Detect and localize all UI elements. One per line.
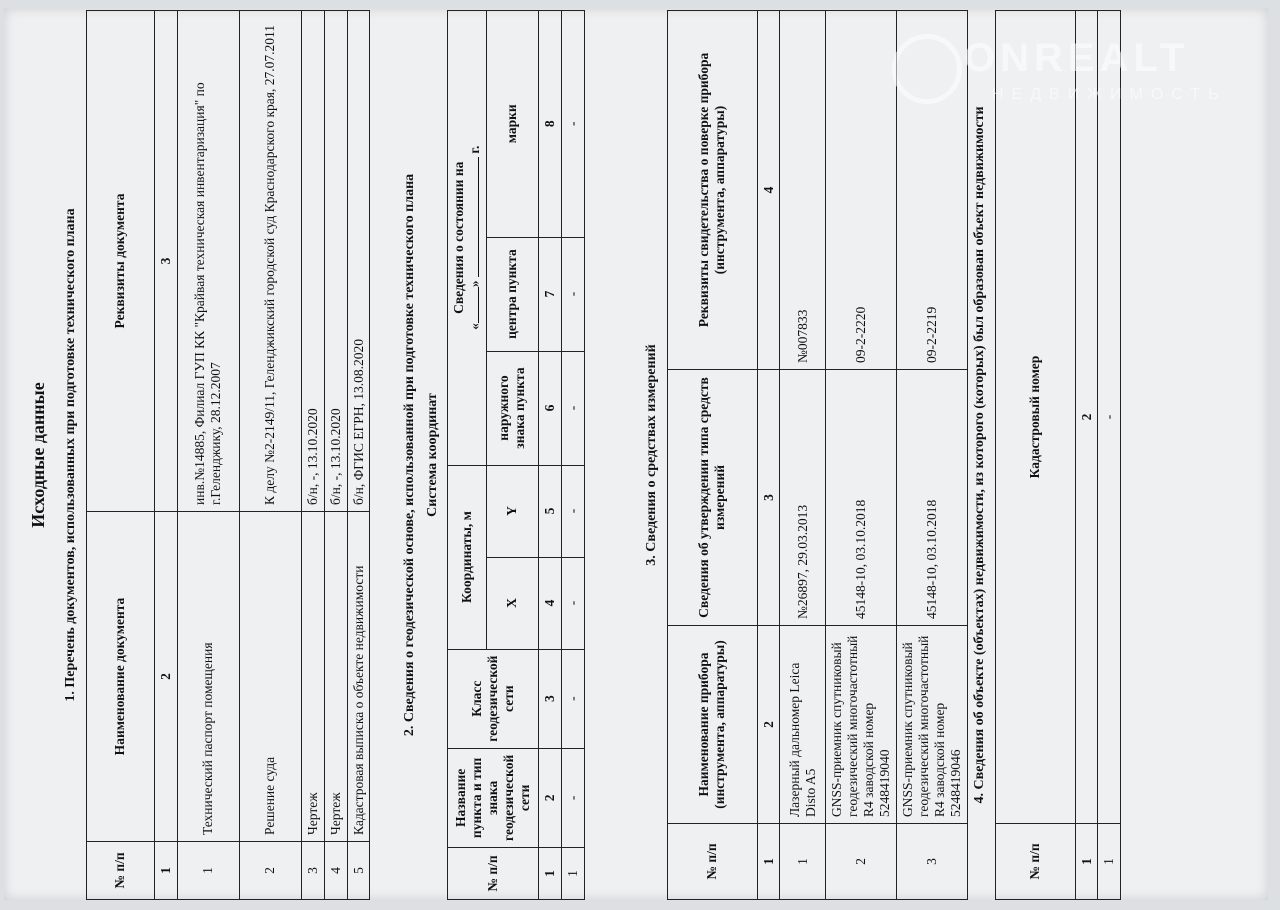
section-1 [10, 10, 370, 900]
table-header-row [995, 11, 1075, 900]
column-number-row [757, 11, 780, 900]
watermark-subtitle: НЕДВИЖИМОСТЬ [992, 86, 1227, 103]
row-number: 1 [1098, 824, 1121, 900]
state-year-suffix: г. [466, 145, 482, 154]
table-row [324, 11, 347, 900]
cadastral-number: - [1098, 11, 1121, 824]
row-number: 2 [826, 824, 897, 900]
column-number: 4 [757, 11, 780, 370]
document-name: Чертеж [301, 512, 324, 842]
table-header-row [667, 11, 757, 900]
document-requisites: К делу №2-2149/11, Геленджикский городской суд Краснодарского края, 27.07.2011 [239, 11, 301, 512]
table-cell: - [561, 11, 584, 238]
type-approval: 45148-10, 03.10.2018 [897, 370, 968, 626]
column-number-row [538, 11, 561, 900]
document-title: Исходные данные [28, 382, 48, 528]
instrument-name: Лазерный дальномер Leica Disto A5 [780, 626, 826, 824]
table-cell: - [561, 237, 584, 351]
column-number: 1 [154, 842, 177, 900]
header-cell: Класс геодезической сети [448, 649, 539, 748]
column-number: 7 [538, 237, 561, 351]
geodetic-table [447, 10, 585, 900]
column-number: 2 [154, 512, 177, 842]
header-cell: X [486, 557, 538, 649]
header-cell: № п/п [448, 848, 539, 900]
row-number: 5 [347, 842, 370, 900]
document-name: Кадастровая выписка о объекте недвижимости [347, 512, 370, 842]
row-number: 1 [177, 842, 239, 900]
verification-certificate: №007833 [780, 11, 826, 370]
row-number: 3 [301, 842, 324, 900]
column-number: 3 [154, 11, 177, 512]
document-requisites: б/н, -, 13.10.2020 [324, 11, 347, 512]
column-number-row [1075, 11, 1098, 900]
table-cell: - [561, 351, 584, 465]
state-quote-open: « [466, 323, 482, 330]
table-cell: - [561, 557, 584, 649]
header-cell: Реквизиты документа [86, 11, 154, 512]
column-number: 5 [538, 465, 561, 557]
header-cell: № п/п [995, 824, 1075, 900]
watermark-brand: ONREALT [964, 36, 1190, 80]
table-cell: - [561, 465, 584, 557]
document-requisites: инв.№14885, Филиал ГУП КК "Крайвая техническая инвентаризация" по г.Геленджику, 28.12.2007 [177, 11, 239, 512]
column-number: 2 [538, 748, 561, 847]
section-4 [968, 10, 1121, 900]
column-number: 1 [757, 824, 780, 900]
header-cell: Кадастровый номер [995, 11, 1075, 824]
state-label: Сведения о состоянии на [451, 161, 467, 314]
row-number: 3 [897, 824, 968, 900]
table-row [177, 11, 239, 900]
section-2-title: 2. Сведения о геодезической основе, использованной при подготовке технического плана [402, 173, 417, 737]
section-3-title: 3. Сведения о средствах измерений [644, 344, 659, 566]
type-approval: №26897, 29.03.2013 [780, 370, 826, 626]
header-cell: Наименование прибора (инструмента, аппаратуры) [667, 626, 757, 824]
header-cell: Название пункта и тип знака геодезической сети [448, 748, 539, 847]
header-cell: марки [486, 11, 538, 238]
header-cell: Координаты, м [448, 465, 487, 649]
header-cell: Сведения об утверждении типа средств измерений [667, 370, 757, 626]
header-cell: наружного знака пункта [486, 351, 538, 465]
table-header-row [86, 11, 154, 900]
table-header-row [448, 11, 487, 900]
column-number: 2 [1075, 11, 1098, 824]
column-number: 2 [757, 626, 780, 824]
table-cell: - [561, 649, 584, 748]
header-cell: Реквизиты свидетельства о поверке прибора (инструмента, аппаратуры) [667, 11, 757, 370]
column-number: 8 [538, 11, 561, 238]
table-row [826, 11, 897, 900]
instruments-table [667, 10, 968, 900]
header-cell [448, 11, 487, 466]
column-number: 1 [1075, 824, 1098, 900]
row-number: 1 [780, 824, 826, 900]
document-name: Чертеж [324, 512, 347, 842]
documents-table [86, 10, 371, 900]
table-cell: - [561, 748, 584, 847]
header-cell: Наименование документа [86, 512, 154, 842]
state-quote-close: » [466, 280, 482, 288]
section-1-title: 1. Перечень документов, использованных при подготовке технического плана [63, 208, 79, 702]
column-number: 6 [538, 351, 561, 465]
verification-certificate: 09-2-2219 [897, 11, 968, 370]
column-number-row [154, 11, 177, 900]
header-cell: Y [486, 465, 538, 557]
section-2 [398, 10, 585, 900]
header-cell: № п/п [86, 842, 154, 900]
source-objects-table [995, 10, 1122, 900]
type-approval: 45148-10, 03.10.2018 [826, 370, 897, 626]
column-number: 4 [538, 557, 561, 649]
instrument-name: GNSS-приемник спутниковый геодезический многочастотный R4 заводской номер 5248419040 [826, 626, 897, 824]
column-number: 3 [538, 649, 561, 748]
column-number: 3 [757, 370, 780, 626]
coordinate-system-label: Система координат [424, 393, 440, 517]
document-name: Технический паспорт помещения [177, 512, 239, 842]
row-number: 4 [324, 842, 347, 900]
document-requisites: б/н, -, 13.10.2020 [301, 11, 324, 512]
instrument-name: GNSS-приемник спутниковый геодезический многочастотный R4 заводской номер 5248419046 [897, 626, 968, 824]
table-row [561, 11, 584, 900]
section-4-title: 4. Сведения об объекте (объектах) недвижимости, из которого (которых) был образован объект недвижимости [972, 106, 987, 804]
table-row [780, 11, 826, 900]
document-requisites: б/н, ФГИС ЕГРН, 13.08.2020 [347, 11, 370, 512]
document-name: Решение суда [239, 512, 301, 842]
table-row [897, 11, 968, 900]
row-number: 1 [561, 848, 584, 900]
table-row [239, 11, 301, 900]
table-row [1098, 11, 1121, 900]
section-3 [640, 10, 968, 900]
row-number: 2 [239, 842, 301, 900]
column-number: 1 [538, 848, 561, 900]
table-row [347, 11, 370, 900]
header-cell: № п/п [667, 824, 757, 900]
header-cell: центра пункта [486, 237, 538, 351]
table-row [301, 11, 324, 900]
verification-certificate: 09-2-2220 [826, 11, 897, 370]
